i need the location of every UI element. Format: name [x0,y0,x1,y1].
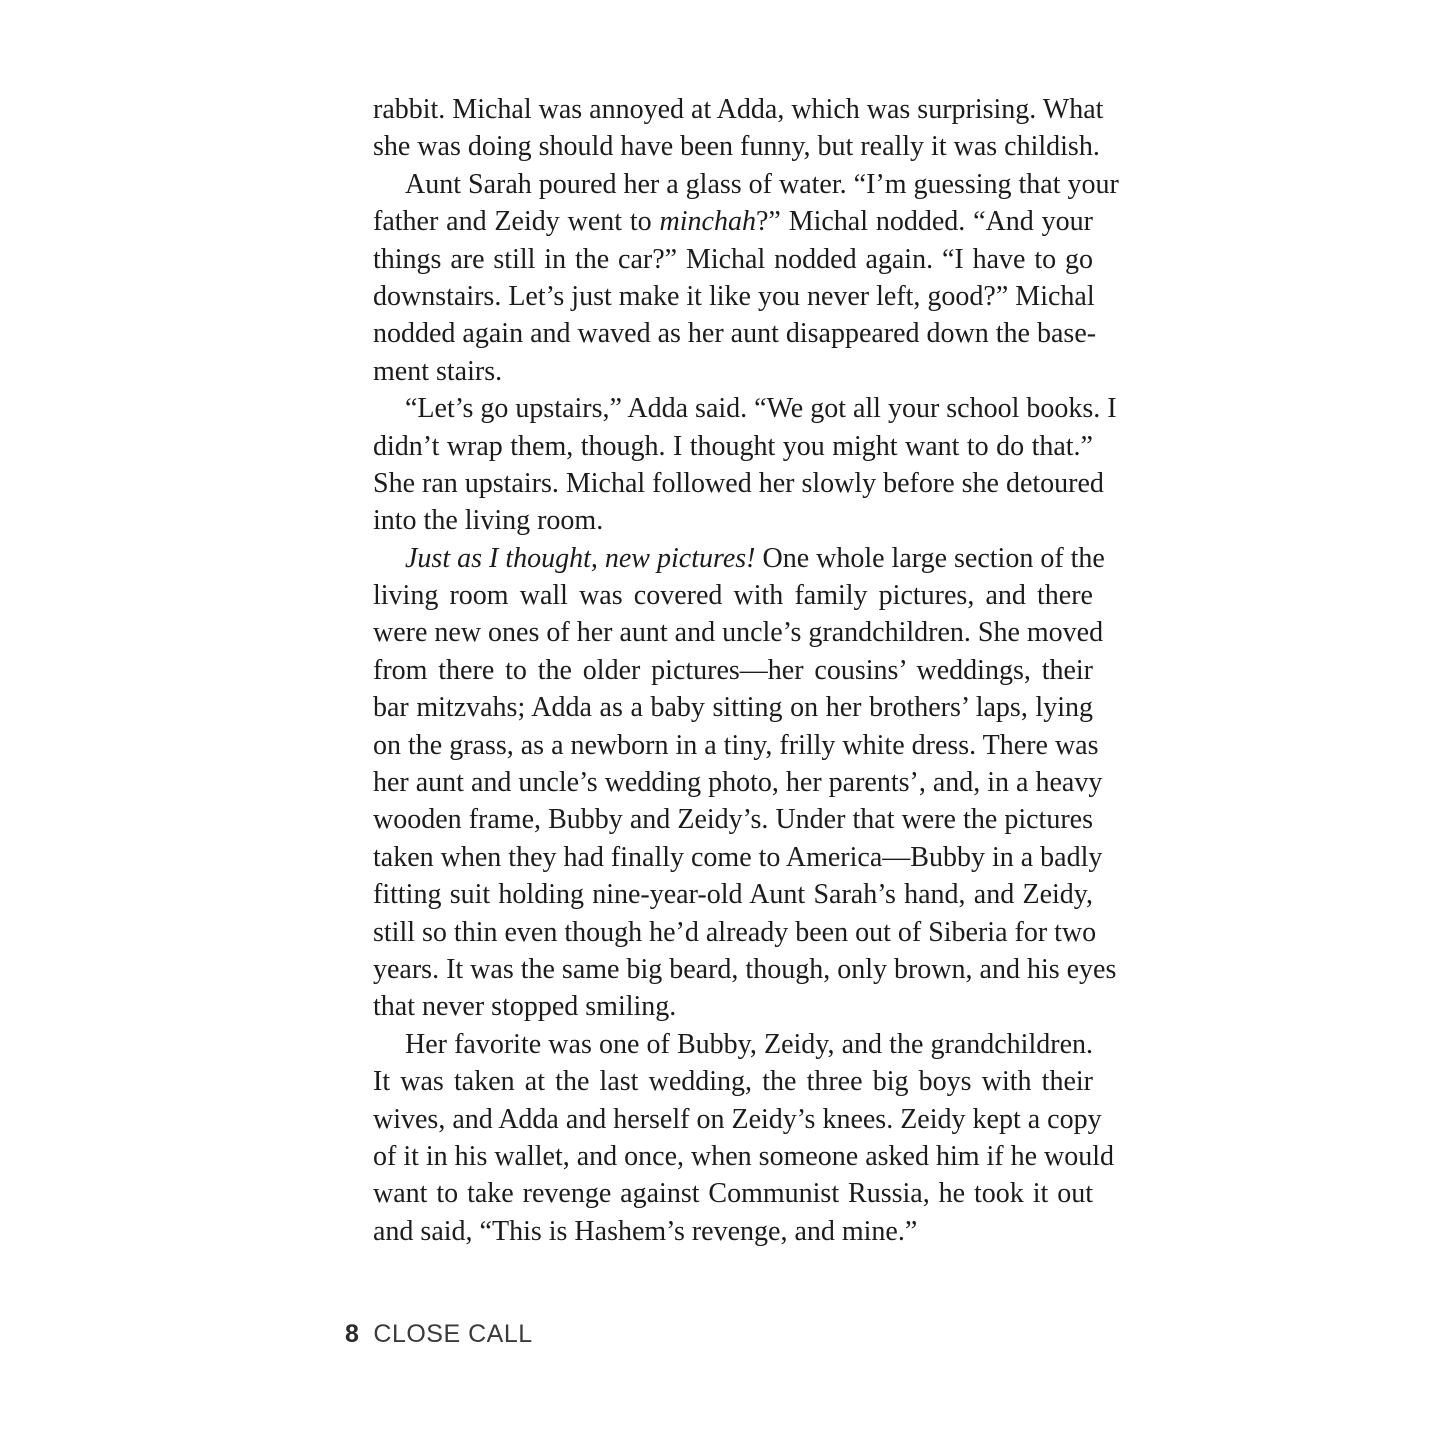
text-line: years. It was the same big beard, though, only brown, and his eyes [373,953,1117,985]
text-line: were new ones of her aunt and uncle’s grandchildren. She moved [373,617,1104,649]
text-line [373,203,1093,240]
running-title: CLOSE CALL [373,1320,533,1348]
text-line: It was taken at the last wedding, the three big boys with their [373,1066,1093,1098]
text-line: things are still in the car?” Michal nodded again. “I have to go [373,243,1093,275]
text-run: father and Zeidy went to [373,206,660,238]
text-run: ?” Michal nodded. “And your [755,206,1093,238]
text-run: One whole large section of the [755,542,1105,574]
text-line: wooden frame, Bubby and Zeidy’s. Under that were the pictures [373,804,1093,836]
text-line: bar mitzvahs; Adda as a baby sitting on her brothers’ laps, lying [373,692,1093,724]
text-line: Her favorite was one of Bubby, Zeidy, and the grandchildren. [405,1028,1093,1060]
text-line: from there to the older pictures—her cousins’ weddings, their [373,654,1093,686]
text-line [373,540,1105,577]
italic-text: Just as I thought, new pictures! [405,542,756,574]
page-number: 8 [345,1320,360,1348]
text-line: that never stopped smiling. [373,991,677,1023]
text-line: and said, “This is Hashem’s revenge, and mine.” [373,1215,918,1247]
text-line: taken when they had finally come to America—Bubby in a badly [373,841,1103,873]
text-line: into the living room. [373,505,604,537]
page-footer [345,1320,533,1349]
text-line: “Let’s go upstairs,” Adda said. “We got all your school books. I [405,393,1117,425]
text-line: on the grass, as a newborn in a tiny, frilly white dress. There was [373,729,1099,761]
text-line: nodded again and waved as her aunt disappeared down the base- [373,318,1097,350]
body-text [373,91,1119,1250]
text-line: Aunt Sarah poured her a glass of water. “I’m guessing that your [405,168,1119,200]
text-line: downstairs. Let’s just make it like you never left, good?” Michal [373,280,1095,312]
text-line: she was doing should have been funny, but really it was childish. [373,131,1100,163]
text-line: wives, and Adda and herself on Zeidy’s knees. Zeidy kept a copy [373,1103,1102,1135]
text-line: didn’t wrap them, though. I thought you might want to do that.” [373,430,1093,462]
text-line: want to take revenge against Communist Russia, he took it out [373,1178,1093,1210]
text-line: living room wall was covered with family pictures, and there [373,580,1093,612]
italic-text: minchah [659,206,756,238]
text-line: still so thin even though he’d already been out of Siberia for two [373,916,1097,948]
text-line: rabbit. Michal was annoyed at Adda, which was surprising. What [373,94,1104,125]
text-line: of it in his wallet, and once, when someone asked him if he would [373,1140,1115,1172]
text-line: fitting suit holding nine-year-old Aunt Sarah’s hand, and Zeidy, [373,879,1093,911]
text-line: She ran upstairs. Michal followed her slowly before she detoured [373,467,1104,499]
text-line: ment stairs. [373,355,503,387]
text-line: her aunt and uncle’s wedding photo, her parents’, and, in a heavy [373,767,1103,799]
